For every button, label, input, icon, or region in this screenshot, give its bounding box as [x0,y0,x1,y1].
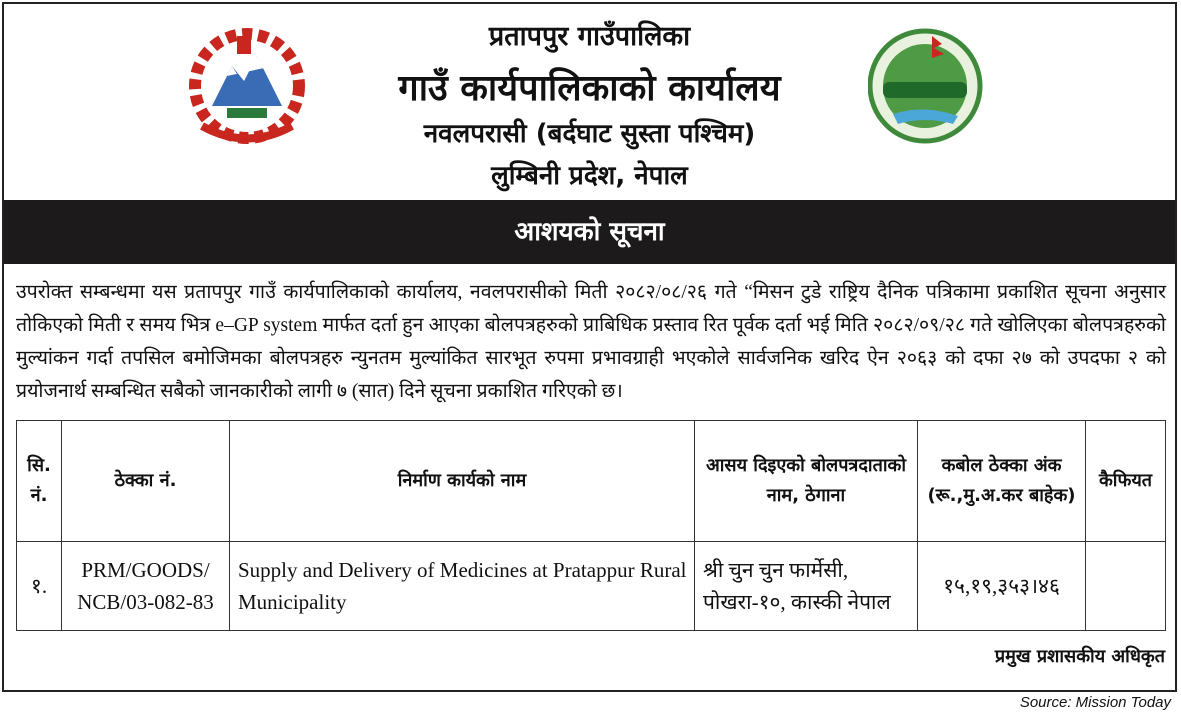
col-amount: कबोल ठेक्का अंक (रू.,मु.अ.कर बाहेक) [918,421,1086,542]
col-work-name: निर्माण कार्यको नाम [230,421,695,542]
signatory: प्रमुख प्रशासकीय अधिकृत [994,646,1165,667]
award-table [16,420,1166,631]
cell-work-name: Supply and Delivery of Medicines at Pratappur Rural Municipality [230,542,695,631]
table-row [17,542,1166,631]
cell-serial: १. [17,542,62,631]
municipality-name: प्रतापपुर गाउँपालिका [488,21,691,52]
col-contract-no: ठेक्का नं. [62,421,230,542]
office-name: गाउँ कार्यपालिकाको कार्यालय [398,68,781,109]
notice-frame [2,2,1177,692]
col-bidder: आसय दिइएको बोलपत्रदाताको नाम, ठेगाना [695,421,918,542]
col-serial: सि. नं. [17,421,62,542]
province-country: लुम्बिनी प्रदेश, नेपाल [491,161,688,191]
col-remarks: कैफियत [1086,421,1166,542]
source-credit: Source: Mission Today [1019,694,1171,711]
cell-amount: १५,१९,३५३।४६ [918,542,1086,631]
district-name: नवलपरासी (बर्दघाट सुस्ता पश्चिम) [423,119,756,149]
notice-title: आशयको सूचना [4,200,1175,264]
cell-contract-no: PRM/GOODS/ NCB/03-082-83 [62,542,230,631]
municipality-logo-icon [868,24,983,149]
notice-header [4,4,1175,199]
cell-remarks [1086,542,1166,631]
table-header-row [17,421,1166,542]
cell-bidder: श्री चुन चुन फार्मेसी, पोखरा-१०, कास्की नेपाल [695,542,918,631]
notice-body: उपरोक्त सम्बन्धमा यस प्रतापपुर गाउँ कार्यपालिकाको कार्यालय, नवलपरासीको मिती २०८२/०८/२६ गते “मिसन टुडे राष्ट्रिय दैनिक पत्रिकामा प्रकाशित सूचना अनुसार तोकिएको मिती र समय भित्र e–GP system मार्फत दर्ता हुन आएका बोलपत्रहरुको प्राबिधिक प्रस्ताव रित पूर्वक दर्ता भई मिति २०८२/०९/२८ गते खोलिएका बोलपत्रहरुको मुल्यांकन गर्दा तपसिल बमोजिमका बोलपत्रहरु न्युनतम मुल्यांकित सारभूत रुपमा प्रभावग्राही भएकोले सार्वजनिक खरिद ऐन २०६३ को दफा २७ को उपदफा २ को प्रयोजनार्थ सम्बन्धित सबैको जानकारीको लागी ७ (सात) दिने सूचना प्रकाशित गरिएको छ। [16,282,1166,402]
